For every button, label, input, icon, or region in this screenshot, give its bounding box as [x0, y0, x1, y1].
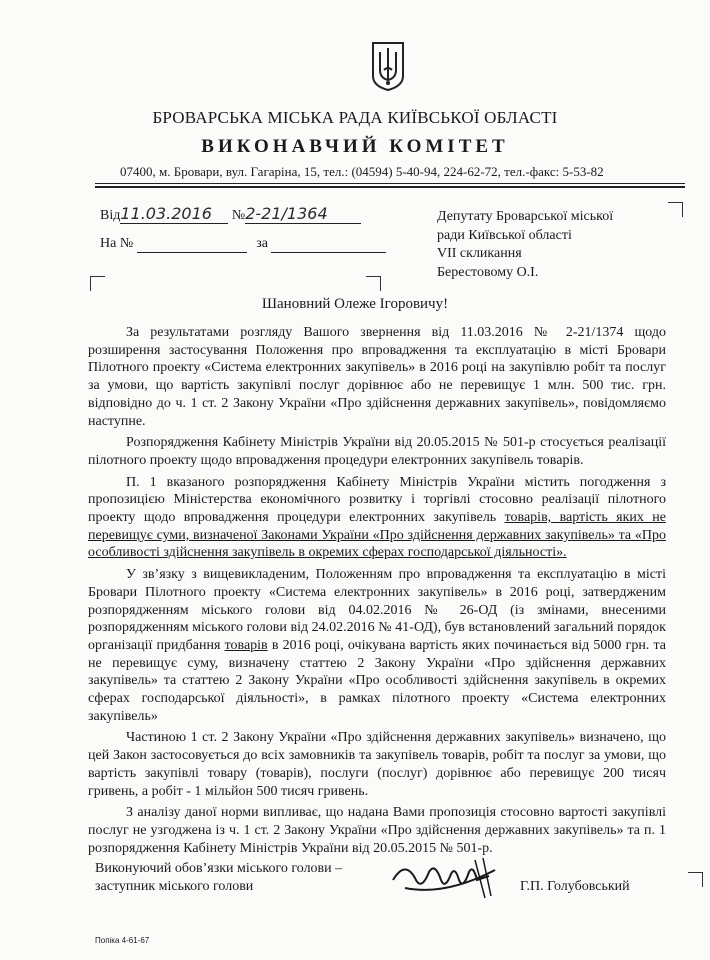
recipient-line: VII скликання	[437, 246, 522, 261]
org-address: 07400, м. Бровари, вул. Гагаріна, 15, тел.: (04594) 5-40-94, 224-62-72, тел.-факс: 5-53-82	[120, 164, 604, 179]
recipient-line: Берестовому О.І.	[437, 264, 539, 280]
paragraph-6: З аналізу даної норми випливає, що надана Вами пропозиція стосовно вартості закупівлі послуг не узгоджена із ч. 1 ст. 2 Закону України «Про здійснення державних закупівель» та п. 1 розпорядження Кабінету Міністрів України від 20.05.2015 № 501-р.	[88, 805, 666, 856]
role-line-2: заступник міського голови	[95, 879, 254, 894]
paragraph-3-text: П. 1 вказаного розпорядження Кабінету Міністрів України містить погодження з пропозицією Міністерства економічного розвитку і торгівлі стосовно реалізації пілотного проекту щодо впровадження процедури електронних закупівель	[88, 474, 666, 526]
from-date: 11.03.2016	[120, 204, 228, 224]
paragraph-4	[88, 566, 666, 725]
paragraph-4-text-end: в 2016 році, очікувана вартість яких починається від 5000 грн. та не перевищує суму, визначену статтею 2 Закону України «Про здійснення державних закупівель» та статтею 2 Закону України «Про особливості здійснення закупівель в окремих сферах господарської діяльності», в рамках пілотного проекту «Система електронних закупівель»	[88, 637, 666, 724]
letter-body	[88, 324, 666, 861]
role-line-1: Виконуючий обов’язки міського голови –	[95, 861, 343, 876]
signatory-role	[95, 860, 342, 896]
footnote-contact: Попіка 4-61-67	[95, 936, 150, 945]
from-label: Від	[100, 208, 121, 223]
outgoing-number: 2-21/1364	[245, 204, 361, 224]
paragraph-4-underlined: товарів	[224, 637, 268, 653]
to-date-label: за	[256, 236, 268, 251]
paragraph-1: За результатами розгляду Вашого звернення від 11.03.2016 № 2-21/1374 щодо розширення застосування Положення про впровадження та експлуатацію в місті Бровари Пілотного проекту «Система електронних закупівель» в 2016 році на закупівлю робіт та послуг за умови, що вартість закупівлі послуг дорівнює або не перевищує 1 млн. 500 тис. грн. відповідно до ч. 1 ст. 2 Закону України «Про здійснення державних закупівель», повідомляємо наступне.	[88, 325, 666, 429]
outgoing-reference	[100, 204, 361, 224]
recipient-block	[437, 208, 697, 282]
corner-mark	[90, 276, 105, 291]
paragraph-3	[88, 474, 666, 563]
corner-mark	[366, 276, 381, 291]
recipient-line: Депутату Броварської міської	[437, 209, 614, 224]
org-name: БРОВАРСЬКА МІСЬКА РАДА КИЇВСЬКОЇ ОБЛАСТІ	[152, 108, 558, 127]
recipient-line: ради Київської області	[437, 227, 572, 243]
paragraph-4-text: У зв’язку з вищевикладеним, Положенням про впровадження та експлуатацію в місті Бровари Пілотного проекту «Система електронних закупівель» в 2016 році, затвердженим розпорядженням міського голови від 04.02.2016 № 26-ОД (із змінами, внесеними розпорядженням міського голови від 24.02.2016 № 41-ОД), був встановлений загальний порядок організації придбання	[88, 567, 666, 653]
to-label: На №	[100, 236, 134, 251]
header-rule	[95, 183, 685, 184]
salutation: Шановний Олеже Ігоровичу!	[261, 296, 449, 312]
committee-title: ВИКОНАВЧИЙ КОМІТЕТ	[201, 136, 509, 157]
paragraph-3-underlined: товарів, вартість яких не перевищує суми, визначеної Законами України «Про здійснення державних закупівель» та «Про особливості здійснення закупівель в окремих сферах господарської діяльності».	[88, 510, 667, 561]
paragraph-5: Частиною 1 ст. 2 Закону України «Про здійснення державних закупівель» визначено, що цей Закон застосовується до всіх замовників та закупівель товарів, робіт та послуг за умови, що вартість закупівлі товару (товарів), послуги (послуг) дорівнює або перевищує 200 тисяч гривень, а робіт - 1 мільйон 500 тисяч гривень.	[88, 730, 666, 799]
trident-emblem-icon	[370, 40, 406, 92]
signatory-name: Г.П. Голубовський	[520, 879, 630, 894]
handwritten-signature-icon	[385, 850, 505, 905]
incoming-reference	[100, 236, 386, 253]
number-label: №	[231, 208, 246, 223]
paragraph-2: Розпорядження Кабінету Міністрів України від 20.05.2015 № 501-р стосується реалізації пілотного проекту щодо впровадження процедури електронних закупівель товарів.	[88, 435, 666, 468]
corner-mark	[688, 872, 703, 887]
header-rule-thick	[95, 186, 685, 188]
